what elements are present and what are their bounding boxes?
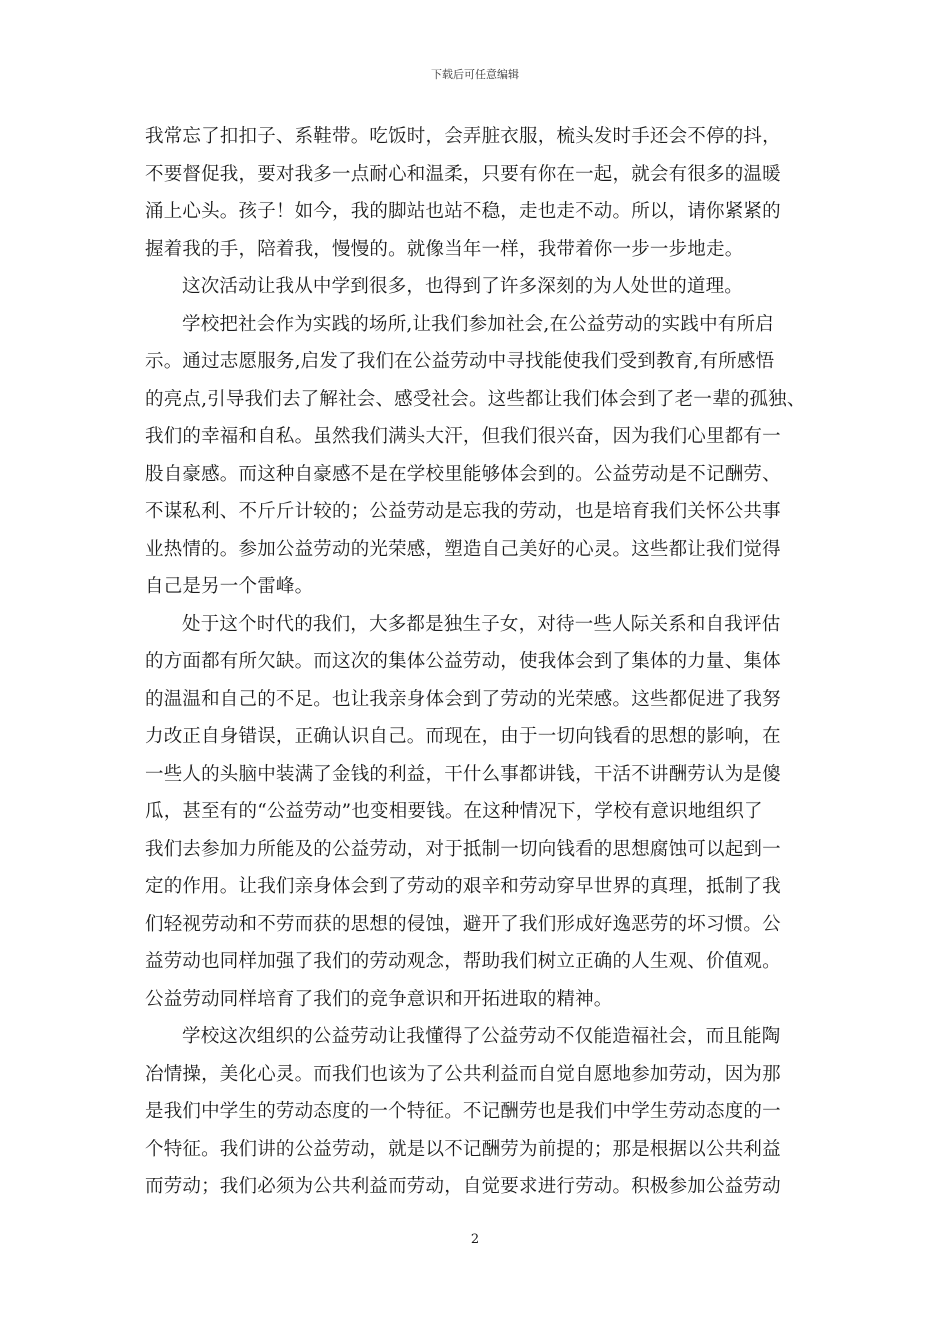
text-line: 自己是另一个雷峰。 — [145, 576, 314, 597]
text-line: 们轻视劳动和不劳而获的思想的侵蚀，避开了我们形成好逸恶劳的坏习惯。公 — [145, 913, 781, 935]
text-line: 不谋私利、不斤斤计较的；公益劳动是忘我的劳动，也是培育我们关怀公共事 — [145, 501, 781, 522]
text-line: 益劳动也同样加强了我们的劳动观念，帮助我们树立正确的人生观、价值观。 — [145, 951, 781, 972]
text-line: 的亮点,引导我们去了解社会、感受社会。这些都让我们体会到了老一辈的孤独、 — [145, 388, 806, 410]
text-line: 而劳动；我们必须为公共利益而劳动，自觉要求进行劳动。积极参加公益劳动 — [145, 1176, 781, 1197]
text-line: 公益劳动同样培育了我们的竞争意识和开拓进取的精神。 — [145, 988, 613, 1010]
text-line: 我们的幸福和自私。虽然我们满头大汗，但我们很兴奋，因为我们心里都有一 — [145, 426, 781, 447]
document-body — [145, 118, 810, 1206]
text-line: 力改正自身错误，正确认识自己。而现在，由于一切向钱看的思想的影响，在 — [145, 726, 781, 747]
text-line: 我常忘了扣扣子、系鞋带。吃饭时，会弄脏衣服，梳头发时手还会不停的抖， — [145, 126, 781, 147]
text-line: 握着我的手，陪着我，慢慢的。就像当年一样，我带着你一步一步地走。 — [145, 238, 744, 260]
paragraph-first-line: 这次活动让我从中学到很多，也得到了许多深刻的为人处世的道理。 — [182, 276, 744, 297]
text-line: 一些人的头脑中装满了金钱的利益，干什么事都讲钱，干活不讲酬劳认为是傻 — [145, 763, 781, 785]
text-line: 瓜，甚至有的“公益劳动”也变相要钱。在这种情况下，学校有意识地组织了 — [145, 801, 763, 822]
page-number: 2 — [470, 1232, 480, 1247]
text-line: 涌上心头。孩子！如今，我的脚站也站不稳，走也走不动。所以，请你紧紧的 — [145, 201, 781, 222]
text-line: 的方面都有所欠缺。而这次的集体公益劳动，使我体会到了集体的力量、集体 — [145, 651, 781, 672]
text-line: 示。通过志愿服务,启发了我们在公益劳动中寻找能使我们受到教育,有所感悟 — [145, 351, 775, 372]
text-line: 是我们中学生的劳动态度的一个特征。不记酬劳也是我们中学生劳动态度的一 — [145, 1101, 781, 1122]
text-line: 个特征。我们讲的公益劳动，就是以不记酬劳为前提的；那是根据以公共利益 — [145, 1138, 781, 1160]
text-line: 冶情操，美化心灵。而我们也该为了公共利益而自觉自愿地参加劳动，因为那 — [145, 1063, 781, 1085]
paragraph-first-line: 处于这个时代的我们，大多都是独生子女，对待一些人际关系和自我评估 — [182, 613, 781, 635]
text-line: 的温温和自己的不足。也让我亲身体会到了劳动的光荣感。这些都促进了我努 — [145, 688, 781, 710]
text-line: 股自豪感。而这种自豪感不是在学校里能够体会到的。公益劳动是不记酬劳、 — [145, 463, 781, 485]
text-line: 我们去参加力所能及的公益劳动，对于抵制一切向钱看的思想腐蚀可以起到一 — [145, 838, 781, 860]
text-line: 业热情的。参加公益劳动的光荣感，塑造自己美好的心灵。这些都让我们觉得 — [145, 538, 781, 560]
paragraph-first-line: 学校把社会作为实践的场所,让我们参加社会,在公益劳动的实践中有所启 — [182, 313, 774, 335]
text-line: 不要督促我，要对我多一点耐心和温柔，只要有你在一起，就会有很多的温暖 — [145, 163, 781, 185]
page-header: 下载后可任意编辑 — [431, 68, 519, 81]
paragraph-first-line: 学校这次组织的公益劳动让我懂得了公益劳动不仅能造福社会，而且能陶 — [182, 1026, 781, 1047]
text-line: 定的作用。让我们亲身体会到了劳动的艰辛和劳动穿早世界的真理，抵制了我 — [145, 876, 781, 897]
